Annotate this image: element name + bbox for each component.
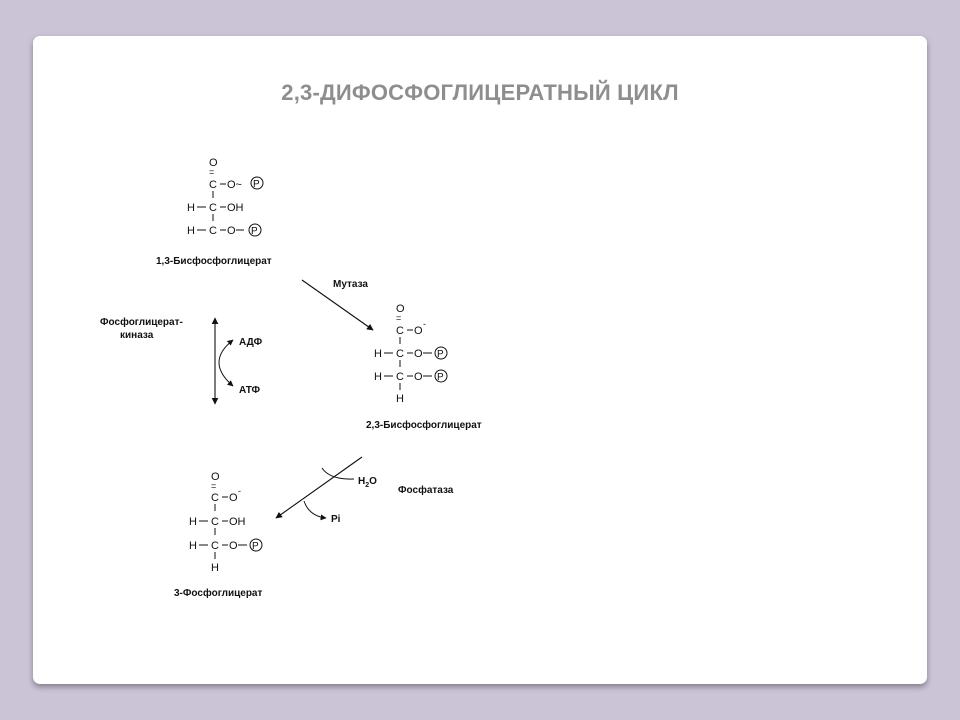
molecule-name: 3-Фосфоглицерат — [174, 588, 263, 599]
pi-output-curve — [304, 501, 326, 518]
atom-o: O — [227, 225, 236, 237]
double-bond: = — [211, 481, 217, 491]
atom-p: P — [251, 226, 258, 237]
atom-h: H — [374, 348, 382, 360]
atom-h: H — [189, 540, 197, 552]
charge-minus: - — [423, 319, 426, 329]
cofactor-curve-arrow — [219, 340, 233, 386]
atom-c: C — [211, 492, 219, 504]
atom-h: H — [189, 516, 197, 528]
cofactor-pi-label: Pi — [331, 514, 341, 525]
atom-o-tilde: O~ — [227, 179, 242, 191]
atom-o: O — [414, 371, 423, 383]
molecule-1-3-bisphosphoglycerate — [156, 157, 272, 267]
mutase-reaction — [302, 279, 373, 330]
atom-c: C — [211, 540, 219, 552]
atom-p: P — [437, 372, 444, 383]
kinase-reaction — [100, 316, 263, 404]
atom-o: O — [396, 303, 405, 315]
atom-c: C — [396, 348, 404, 360]
cofactor-adp-label: АДФ — [239, 337, 263, 348]
atom-o-minus: O — [229, 492, 238, 504]
page-title: 2,3-ДИФОСФОГЛИЦЕРАТНЫЙ ЦИКЛ — [281, 80, 679, 105]
atom-c: C — [396, 371, 404, 383]
enzyme-phosphatase-label: Фосфатаза — [398, 485, 454, 496]
atom-h: H — [374, 371, 382, 383]
atom-o: O — [229, 540, 238, 552]
atom-oh: OH — [229, 516, 246, 528]
atom-c: C — [209, 202, 217, 214]
atom-p: P — [437, 349, 444, 360]
atom-oh: OH — [227, 202, 244, 214]
enzyme-kinase-label-line2: киназа — [120, 330, 154, 341]
molecule-name: 1,3-Бисфосфоглицерат — [156, 256, 272, 267]
double-bond: = — [396, 313, 402, 323]
molecule-name: 2,3-Бисфосфоглицерат — [366, 420, 482, 431]
atom-c: C — [209, 179, 217, 191]
atom-h: H — [187, 202, 195, 214]
atom-h: H — [396, 393, 404, 405]
molecule-2-3-bisphosphoglycerate — [366, 303, 482, 431]
enzyme-mutase-label: Мутаза — [333, 279, 368, 290]
atom-c: C — [211, 516, 219, 528]
cofactor-h2o-label: $H_2O$ — [358, 476, 377, 489]
molecule-3-phosphoglycerate — [174, 471, 262, 599]
atom-o: O — [414, 348, 423, 360]
enzyme-kinase-label-line1: Фосфоглицерат- — [100, 317, 183, 328]
atom-o-minus: O — [414, 325, 423, 337]
atom-o: O — [211, 471, 220, 483]
atom-p: P — [253, 179, 260, 190]
atom-o: O — [209, 157, 218, 169]
atom-p: P — [252, 541, 259, 552]
atom-h: H — [211, 562, 219, 574]
charge-minus: - — [238, 486, 241, 496]
atom-c: C — [209, 225, 217, 237]
cofactor-atp-label: АТФ — [239, 385, 260, 396]
phosphatase-arrow — [276, 457, 362, 518]
double-bond: = — [209, 167, 215, 177]
atom-h: H — [187, 225, 195, 237]
atom-c: C — [396, 325, 404, 337]
phosphatase-reaction — [276, 457, 454, 525]
